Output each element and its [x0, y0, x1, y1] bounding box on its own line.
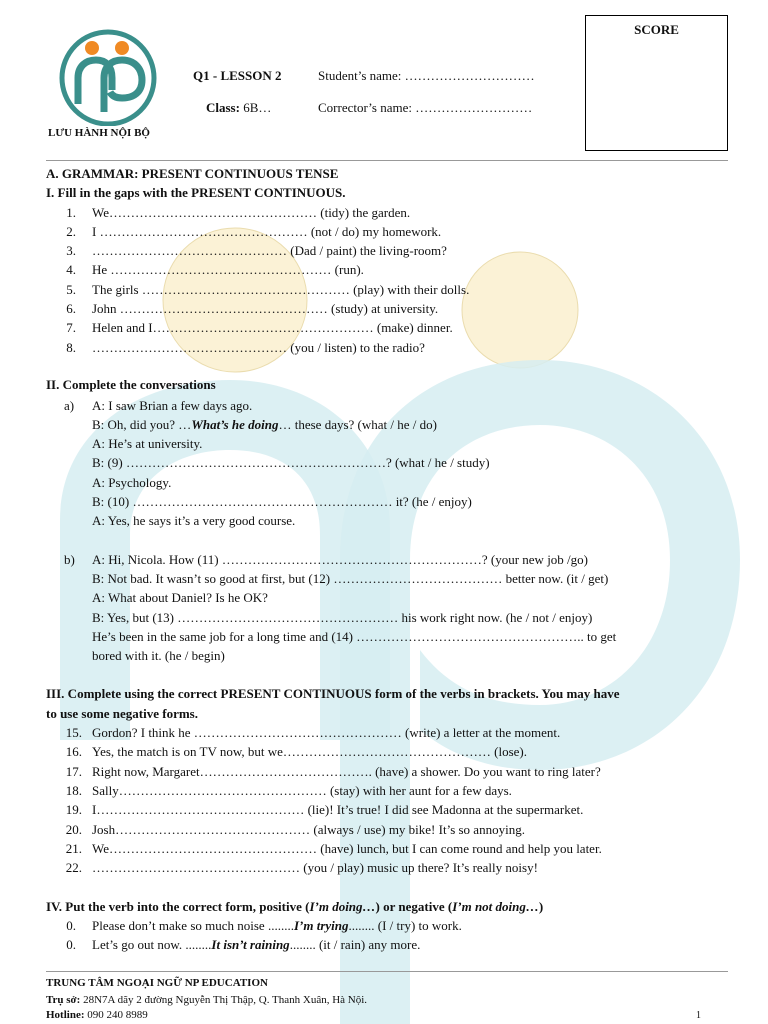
header-divider	[46, 160, 728, 161]
dialogue-line[interactable]: He’s been in the same job for a long time and (14) …………………………………………….. to get	[92, 629, 617, 644]
dialogue-line[interactable]: B: (9) ……………………………………………………? (what / he / study)	[92, 455, 490, 470]
item-text[interactable]: ………………………………………… (you / play) music up there? It’s really noisy!	[92, 860, 538, 875]
item-number: 6.	[66, 301, 76, 316]
item-text-post: ........ (it / rain) any more.	[289, 937, 421, 952]
item-number: 18.	[65, 783, 82, 798]
student-name-field[interactable]: Student’s name: …………………………	[318, 68, 535, 83]
part3-heading: III. Complete using the correct PRESENT CONTINUOUS form of the verbs in brackets. You may have	[46, 686, 620, 701]
address-value: 28N7A dãy 2 đường Nguyễn Thị Thập, Q. Thanh Xuân, Hà Nội.	[80, 994, 368, 1006]
class-label: Class:	[206, 100, 240, 115]
page-number: 1	[696, 1010, 701, 1021]
item-text[interactable]: ……………………………………… (Dad / paint) the living-room?	[92, 243, 447, 258]
hotline-line	[46, 1009, 148, 1021]
item-number: 17.	[65, 764, 82, 779]
center-name: TRUNG TÂM NGOẠI NGỮ NP EDUCATION	[46, 977, 268, 989]
address-label: Trụ sở:	[46, 994, 81, 1006]
item-number: 4.	[66, 262, 76, 277]
dialogue-text: … these days? (what / he / do)	[278, 417, 437, 432]
item-text[interactable]: We………………………………………… (have) lunch, but I can come round and help you later.	[92, 841, 602, 856]
conversation-a-label: a)	[64, 398, 75, 413]
item-text-pre: Please don’t make so much noise ........	[92, 918, 294, 933]
heading-emphasis: I’m doing…	[309, 899, 376, 914]
example-answer: What’s he doing	[191, 417, 279, 432]
dialogue-line: A: Psychology.	[92, 475, 172, 490]
dialogue-line: A: He’s at university.	[92, 436, 203, 451]
item-text	[92, 918, 462, 934]
item-number: 20.	[65, 822, 82, 837]
item-text[interactable]: The girls ………………………………………… (play) with their dolls.	[92, 282, 470, 297]
part1-heading: I. Fill in the gaps with the PRESENT CONTINUOUS.	[46, 185, 346, 200]
part3-heading-cont: to use some negative forms.	[46, 706, 198, 721]
item-number: 0.	[66, 918, 76, 933]
np-logo	[56, 26, 164, 126]
watermark-dot-right	[462, 252, 578, 368]
dialogue-line[interactable]: B: Yes, but (13) …………………………………………… his work right now. (he / not / enjoy)	[92, 610, 593, 625]
item-text-post: ........ (I / try) to work.	[348, 918, 462, 933]
part4-heading	[46, 899, 543, 915]
item-number: 8.	[66, 340, 76, 355]
org-tagline: LƯU HÀNH NỘI BỘ	[48, 127, 150, 139]
heading-text: IV. Put the verb into the correct form, positive (	[46, 899, 310, 914]
item-number: 15.	[65, 725, 82, 740]
item-text	[92, 937, 420, 953]
dialogue-line: A: I saw Brian a few days ago.	[92, 398, 253, 413]
dialogue-text: B: Oh, did you? …	[92, 417, 192, 432]
section-a-title: A. GRAMMAR: PRESENT CONTINUOUS TENSE	[46, 166, 339, 181]
item-text-pre: Let’s go out now. ........	[92, 937, 212, 952]
heading-text: ) or negative (	[375, 899, 453, 914]
lesson-title: Q1 - LESSON 2	[193, 68, 282, 83]
hotline-label: Hotline:	[46, 1009, 85, 1021]
item-number: 22.	[65, 860, 82, 875]
item-text[interactable]: Sally………………………………………… (stay) with her aunt for a few days.	[92, 783, 512, 798]
item-number: 1.	[66, 205, 76, 220]
class-value: 6B…	[243, 100, 272, 115]
item-text[interactable]: John ………………………………………… (study) at university.	[92, 301, 439, 316]
item-text[interactable]: ……………………………………… (you / listen) to the radio?	[92, 340, 425, 355]
item-text[interactable]: He …………………………………………… (run).	[92, 262, 364, 277]
item-number: 3.	[66, 243, 76, 258]
item-number: 19.	[65, 802, 82, 817]
item-text[interactable]: Yes, the match is on TV now, but we………………………………………… (lose).	[92, 744, 528, 759]
corrector-name-field[interactable]: Corrector’s name: ………………………	[318, 100, 533, 115]
item-text[interactable]: I ………………………………………… (not / do) my homework.	[92, 224, 442, 239]
example-answer: It isn’t raining	[211, 937, 290, 952]
item-number: 5.	[66, 282, 76, 297]
item-text[interactable]: Right now, Margaret…………………………………. (have) a shower. Do you want to ring later?	[92, 764, 601, 779]
dialogue-line[interactable]: B: (10) …………………………………………………… it? (he / enjoy)	[92, 494, 472, 509]
hotline-value: 090 240 8989	[84, 1009, 148, 1021]
part2-heading: II. Complete the conversations	[46, 377, 216, 392]
dialogue-line: A: What about Daniel? Is he OK?	[92, 590, 268, 605]
item-number: 7.	[66, 320, 76, 335]
dialogue-line	[92, 417, 437, 433]
item-text[interactable]: Gordon? I think he ………………………………………… (write) a letter at the moment.	[92, 725, 561, 740]
item-text[interactable]: We………………………………………… (tidy) the garden.	[92, 205, 411, 220]
dialogue-line[interactable]: B: Not bad. It wasn’t so good at first, but (12) ………………………………… better now. (it / get)	[92, 571, 609, 586]
conversation-b-label: b)	[64, 552, 75, 567]
item-number: 21.	[65, 841, 82, 856]
item-text[interactable]: Helen and I…………………………………………… (make) dinner.	[92, 320, 453, 335]
item-number: 0.	[66, 937, 76, 952]
dialogue-line: A: Yes, he says it’s a very good course.	[92, 513, 296, 528]
class-line	[206, 100, 271, 116]
dialogue-line[interactable]: A: Hi, Nicola. How (11) ……………………………………………………? (your new job /go)	[92, 552, 588, 567]
address-line	[46, 994, 367, 1006]
example-answer: I’m trying	[293, 918, 349, 933]
dialogue-line: bored with it. (he / begin)	[92, 648, 225, 663]
heading-text: )	[538, 899, 544, 914]
score-label: SCORE	[634, 22, 679, 37]
footer-divider	[46, 971, 728, 972]
item-text[interactable]: I………………………………………… (lie)! It’s true! I did see Madonna at the supermarket.	[92, 802, 584, 817]
item-number: 2.	[66, 224, 76, 239]
item-number: 16.	[65, 744, 82, 759]
score-box	[585, 15, 728, 151]
heading-emphasis: I’m not doing…	[452, 899, 539, 914]
item-text[interactable]: Josh……………………………………… (always / use) my bike! It’s so annoying.	[92, 822, 525, 837]
